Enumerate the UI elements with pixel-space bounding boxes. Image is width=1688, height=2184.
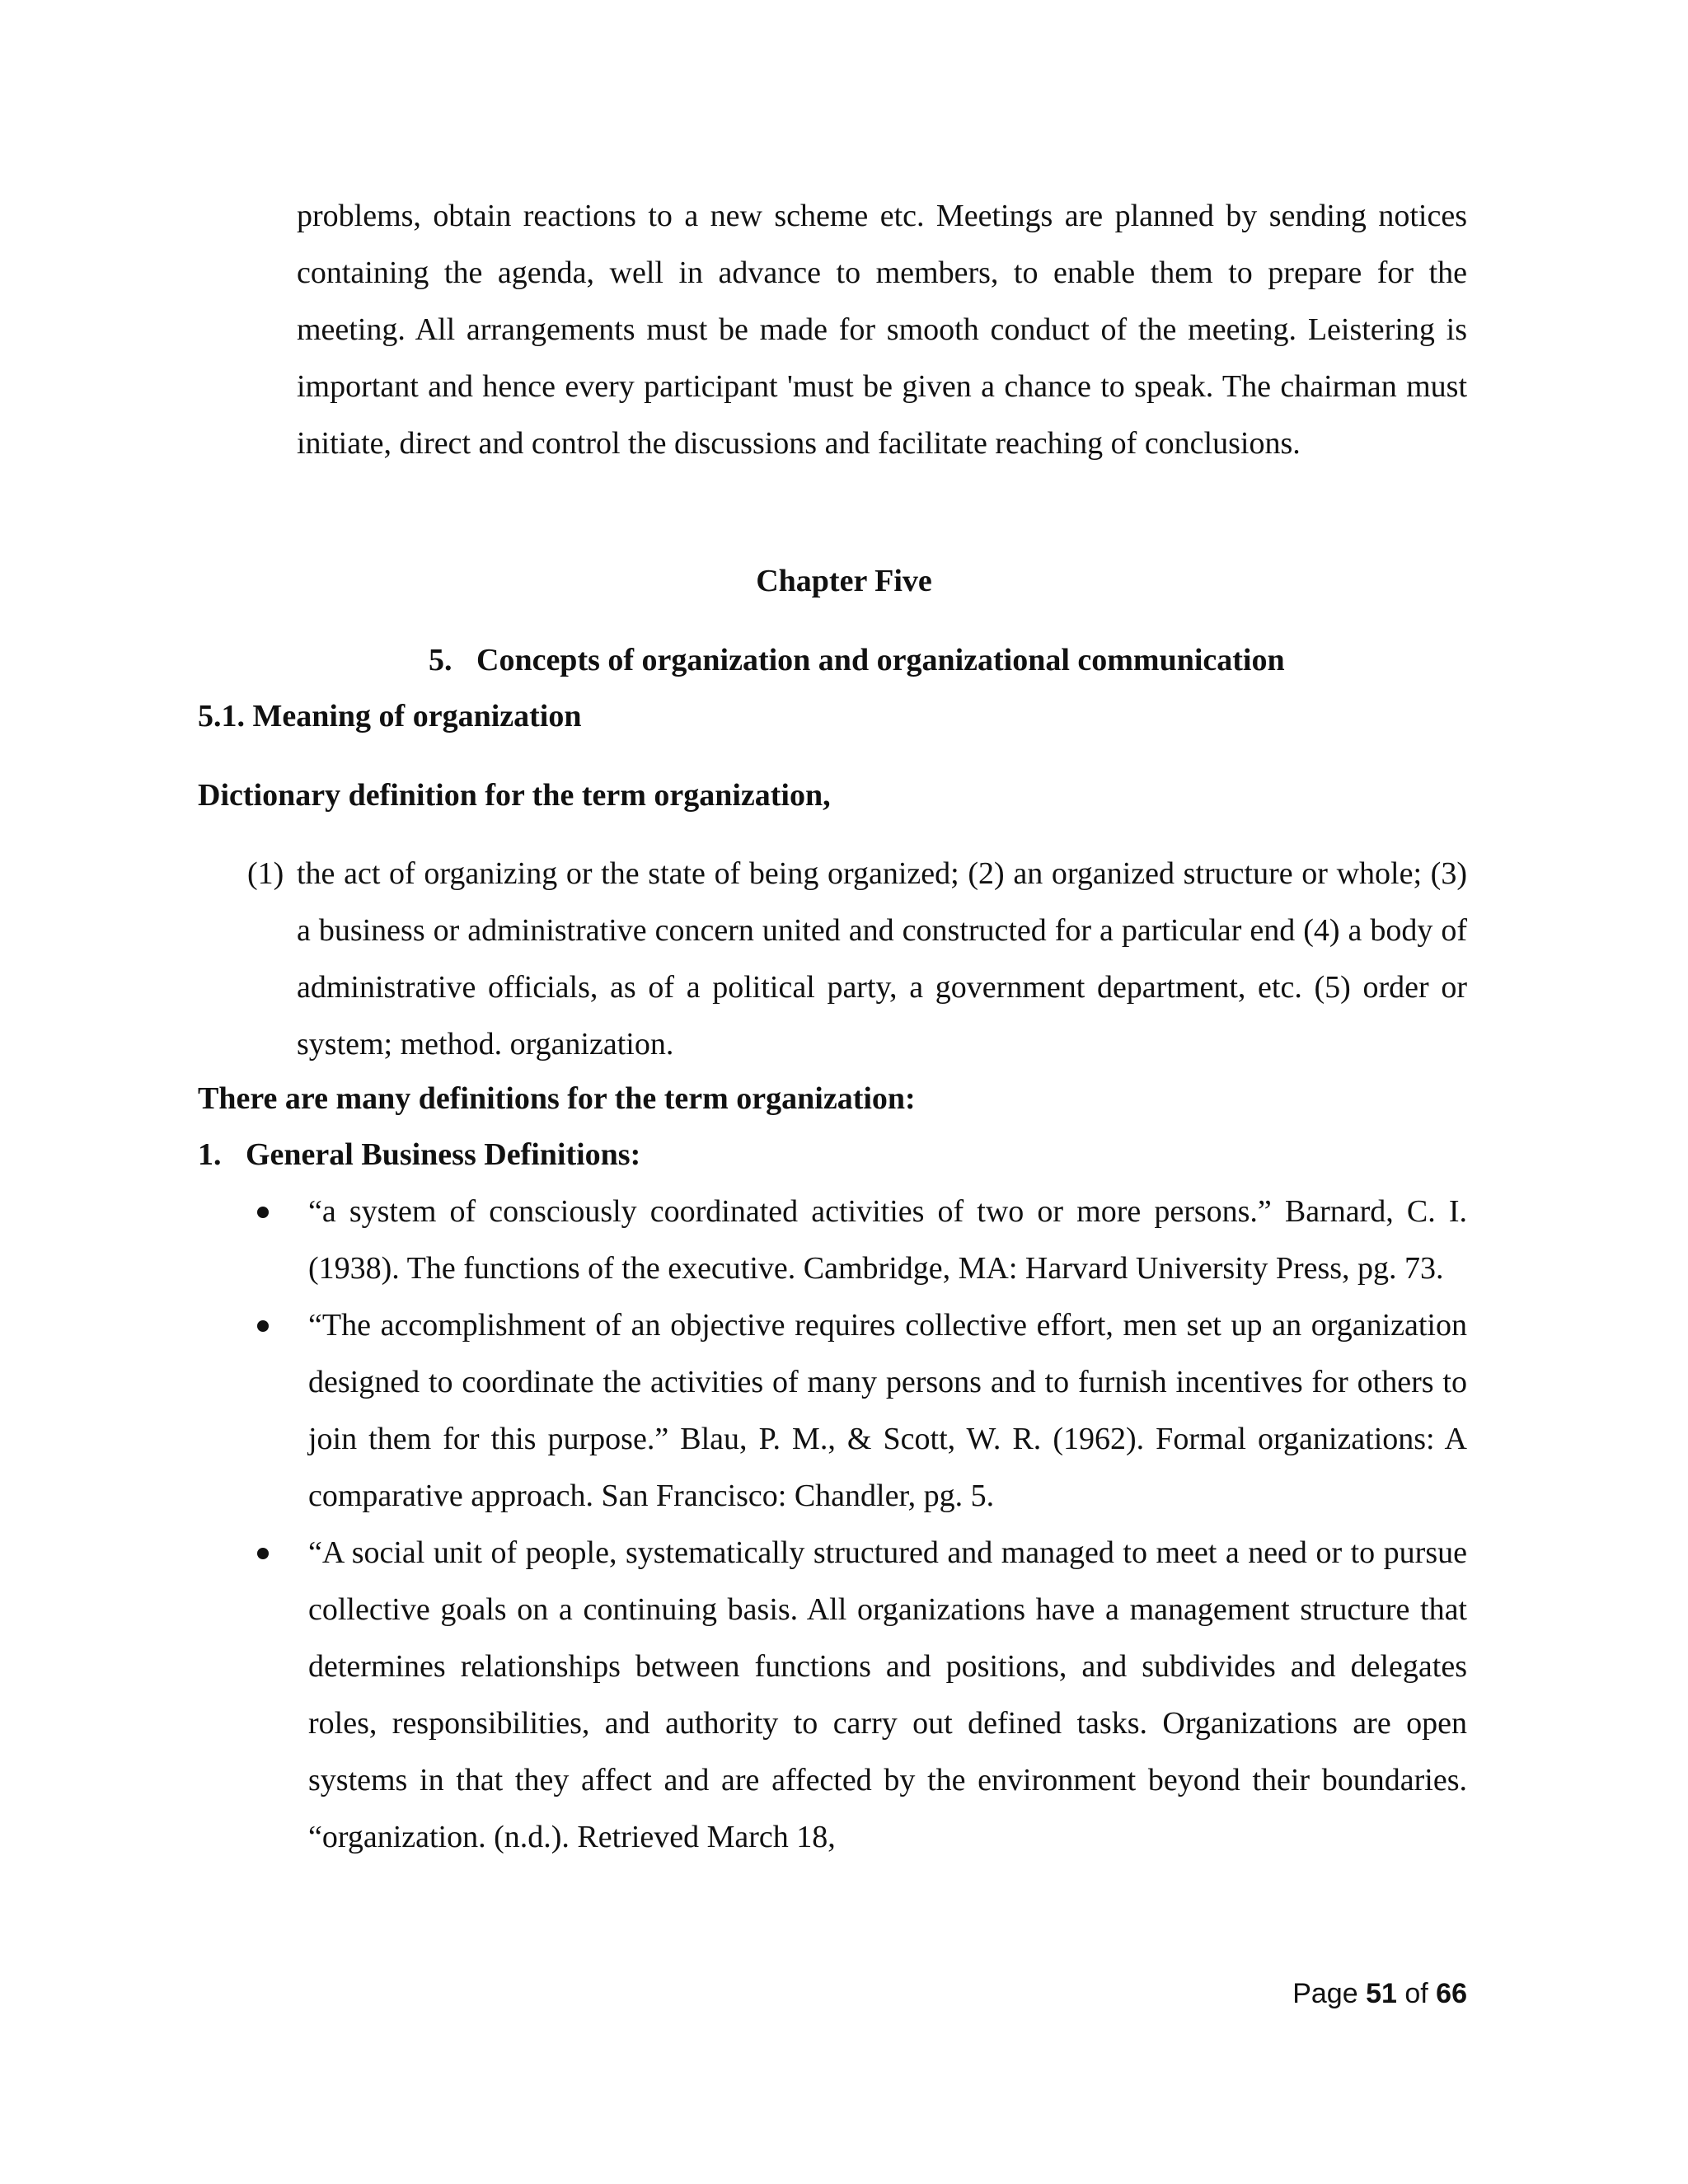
general-business-title: General Business Definitions: [246, 1137, 641, 1172]
list-item [247, 1297, 1467, 1525]
dictionary-item [247, 846, 1467, 1073]
bullet-icon [257, 1207, 269, 1218]
bullet-icon [257, 1548, 269, 1559]
list-item-text: “A social unit of people, systematically structured and managed to meet a need or to pursue collective goals on a continuing basis. All organizations have a management structure that determines relationships between functions and positions, and subdivides and delegates roles, responsibilities, and authority to carry out defined tasks. Organizations are open systems in that they affect and are affected by the environment beyond their boundaries. “organization. (n.d.). Retrieved March 18, [308, 1535, 1467, 1854]
dictionary-item-marker: (1) [247, 856, 284, 891]
total-page-count: 66 [1436, 1978, 1467, 2009]
page-label: Page [1292, 1978, 1358, 2009]
section-heading [429, 633, 1285, 687]
definition-list [247, 1183, 1467, 1866]
section-number: 5. [429, 643, 452, 677]
dictionary-item-text: the act of organizing or the state of being organized; (2) an organized structure or whole; (3) a business or administrative concern united and constructed for a particular end (4) a body of administrative officials, as of a political party, a government department, etc. (5) order or system; method. organization. [297, 856, 1467, 1062]
dictionary-heading: Dictionary definition for the term organization, [198, 778, 831, 813]
general-business-number: 1. [198, 1137, 222, 1172]
bullet-icon [257, 1320, 269, 1332]
page-number-footer [1292, 1973, 1467, 2014]
section-title: Concepts of organization and organizational communication [476, 643, 1285, 677]
list-item-text: “a system of consciously coordinated activities of two or more persons.” Barnard, C. I. (1938). The functions of the executive. Cambridge, MA: Harvard University Press, pg. 73. [308, 1194, 1467, 1286]
of-label: of [1404, 1978, 1428, 2009]
many-definitions-heading: There are many definitions for the term organization: [198, 1081, 916, 1116]
intro-paragraph: problems, obtain reactions to a new scheme etc. Meetings are planned by sending notices containing the agenda, well in advance to members, to enable them to prepare for the meeting. All arrangements must be made for smooth conduct of the meeting. Leistering is important and hence every participant 'must be given a chance to speak. The chairman must initiate, direct and control the discussions and facilitate reaching of conclusions. [297, 199, 1467, 461]
list-item [247, 1183, 1467, 1297]
current-page-number: 51 [1366, 1978, 1397, 2009]
chapter-title: Chapter Five [756, 564, 932, 598]
list-item-text: “The accomplishment of an objective requires collective effort, men set up an organization designed to coordinate the activities of many persons and to furnish incentives for others to join them for this purpose.” Blau, P. M., & Scott, W. R. (1962). Formal organizations: A comparative approach. San Francisco: Chandler, pg. 5. [308, 1308, 1467, 1513]
general-business-heading [198, 1127, 640, 1182]
list-item [247, 1525, 1467, 1866]
subsection-heading: 5.1. Meaning of organization [198, 699, 582, 733]
